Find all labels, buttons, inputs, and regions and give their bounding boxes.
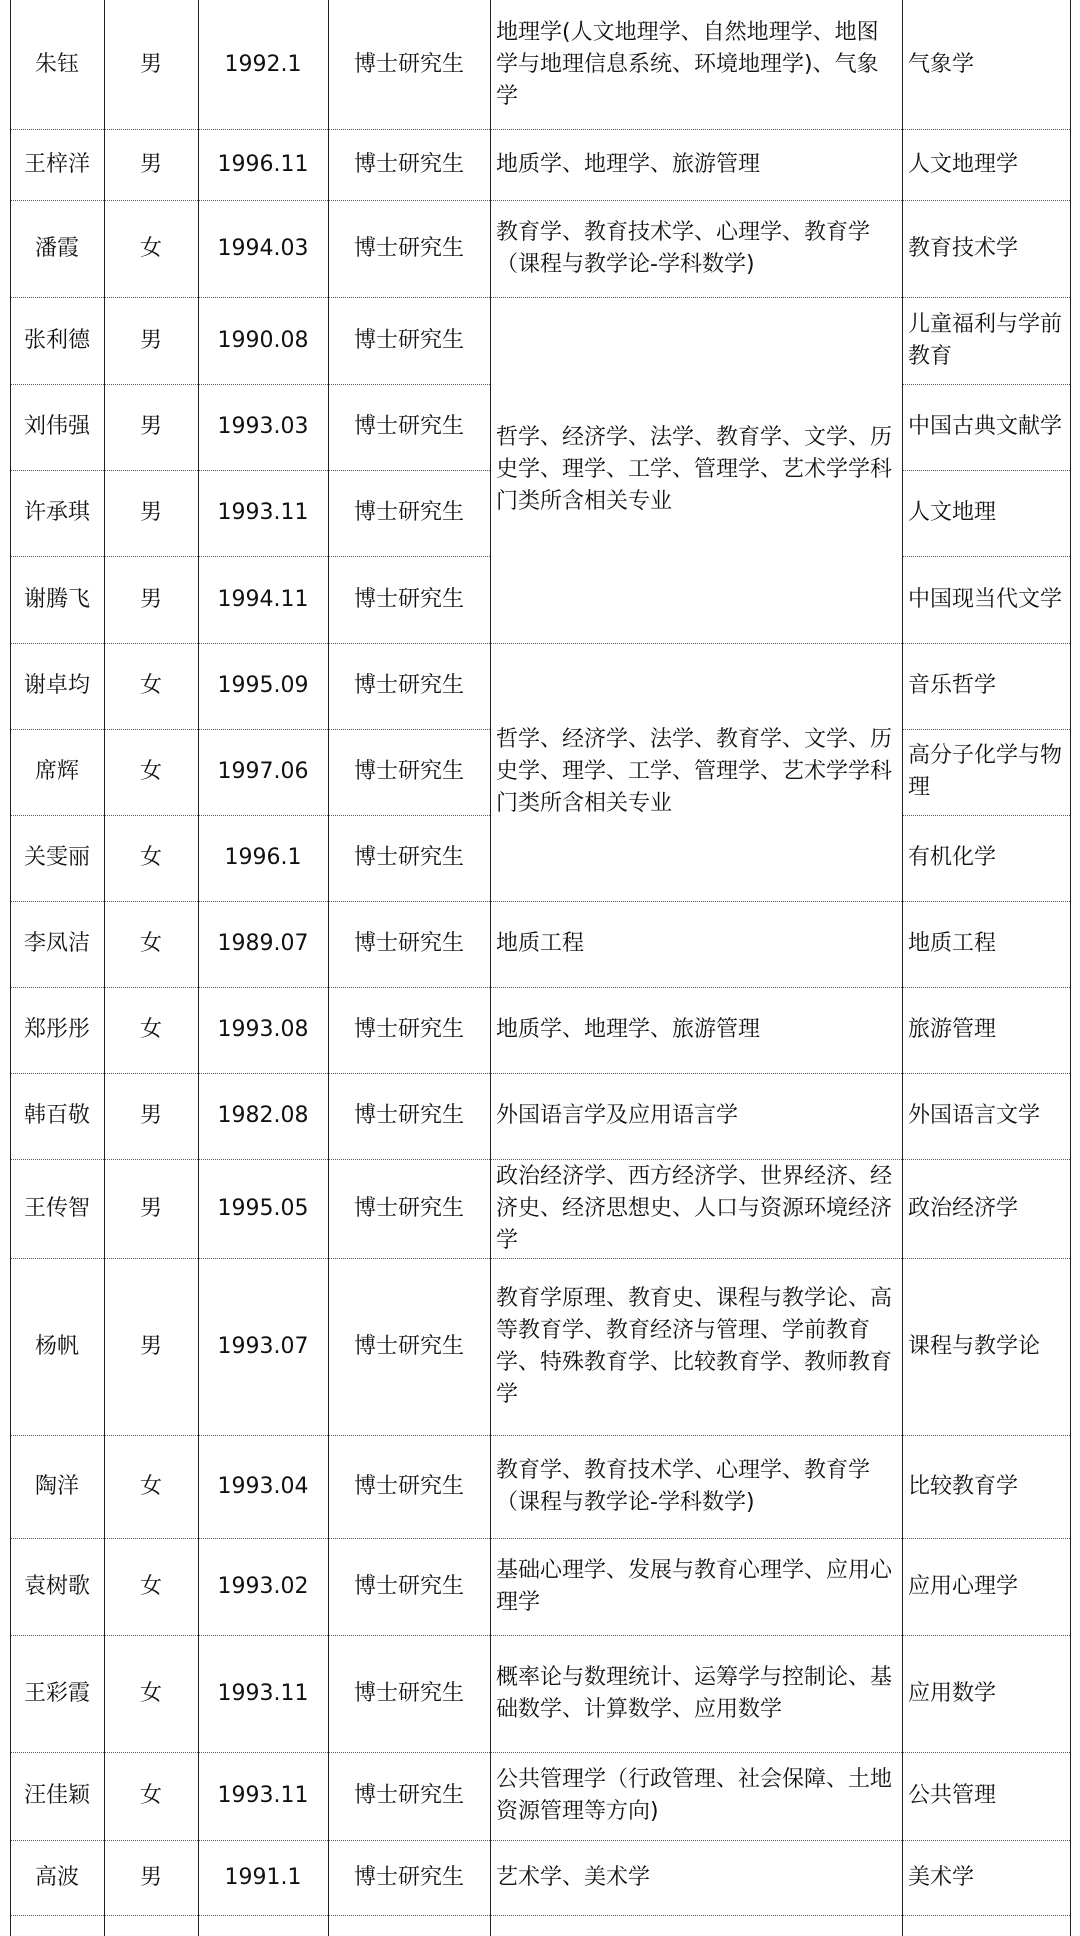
major-cell: 艺术学、美术学 xyxy=(496,1864,651,1890)
specialty-cell: 高分子化学与物理 xyxy=(908,743,1063,800)
gender-cell: 男 xyxy=(139,51,162,77)
degree-cell: 博士研究生 xyxy=(353,1783,464,1808)
gender-cell: 女 xyxy=(139,673,162,698)
degree-cell: 博士研究生 xyxy=(353,1017,464,1042)
merged-major-cell: 哲学、经济学、法学、教育学、文学、历史学、理学、工学、管理学、艺术学学科门类所含相关专业 xyxy=(496,425,893,514)
gender-cell: 女 xyxy=(139,845,162,870)
major-cell: 教育学原理、教育史、课程与教学论、高等教育学、教育经济与管理、学前教育学、特殊教育学、比较教育学、教师教育学 xyxy=(496,1285,893,1407)
degree-cell: 博士研究生 xyxy=(353,673,464,698)
specialty-cell: 有机化学 xyxy=(908,845,997,870)
major-cell: 地理学(人文地理学、自然地理学、地图学与地理信息系统、环境地理学)、气象学 xyxy=(496,19,879,109)
row-divider xyxy=(10,1840,1070,1841)
specialty-cell: 应用心理学 xyxy=(908,1573,1019,1599)
major-cell: 概率论与数理统计、运筹学与控制论、基础数学、计算数学、应用数学 xyxy=(496,1664,893,1722)
column-divider xyxy=(1070,0,1071,1936)
row-divider xyxy=(10,1258,1070,1259)
specialty-cell: 儿童福利与学前教育 xyxy=(908,311,1063,369)
row-divider xyxy=(10,1635,1070,1636)
gender-cell: 女 xyxy=(139,759,162,784)
major-cell: 基础心理学、发展与教育心理学、应用心理学 xyxy=(496,1557,893,1615)
specialty-cell: 政治经济学 xyxy=(908,1195,1019,1221)
degree-cell: 博士研究生 xyxy=(353,1680,464,1706)
major-cell: 公共管理学（行政管理、社会保障、土地资源管理等方向) xyxy=(496,1767,893,1824)
gender-cell: 男 xyxy=(139,151,162,177)
birth-cell: 1993.02 xyxy=(217,1573,309,1599)
name-cell: 关雯丽 xyxy=(23,845,90,870)
specialty-cell: 人文地理学 xyxy=(908,151,1019,177)
row-divider xyxy=(10,200,1070,201)
specialty-cell: 教育技术学 xyxy=(908,235,1019,261)
row-divider xyxy=(902,815,1070,816)
degree-cell: 博士研究生 xyxy=(353,1473,464,1499)
row-divider xyxy=(10,1752,1070,1753)
row-divider xyxy=(10,1538,1070,1539)
name-cell: 杨帆 xyxy=(34,1333,79,1359)
birth-cell: 1996.11 xyxy=(217,151,309,177)
gender-cell: 男 xyxy=(139,500,162,525)
degree-cell: 博士研究生 xyxy=(353,1864,464,1890)
specialty-cell: 美术学 xyxy=(908,1864,975,1890)
degree-cell: 博士研究生 xyxy=(353,235,464,261)
degree-cell: 博士研究生 xyxy=(353,759,464,784)
row-divider xyxy=(10,470,490,471)
gender-cell: 女 xyxy=(139,1473,162,1499)
specialty-cell: 课程与教学论 xyxy=(908,1333,1041,1359)
birth-cell: 1995.05 xyxy=(217,1195,309,1221)
row-divider xyxy=(902,556,1070,557)
name-cell: 袁树歌 xyxy=(23,1573,90,1599)
degree-cell: 博士研究生 xyxy=(353,500,464,525)
row-divider xyxy=(902,384,1070,385)
specialty-cell: 应用数学 xyxy=(908,1680,997,1706)
gender-cell: 男 xyxy=(139,1864,162,1890)
row-divider xyxy=(10,729,490,730)
row-divider xyxy=(10,556,490,557)
column-divider xyxy=(902,0,903,1936)
birth-cell: 1989.07 xyxy=(217,931,309,956)
major-cell: 教育学、教育技术学、心理学、教育学（课程与教学论-学科数学) xyxy=(496,219,871,277)
name-cell: 韩百敬 xyxy=(23,1103,90,1128)
specialty-cell: 旅游管理 xyxy=(908,1017,997,1042)
specialty-cell: 中国古典文献学 xyxy=(908,414,1063,439)
row-divider xyxy=(10,1915,1070,1916)
specialty-cell: 气象学 xyxy=(908,51,975,77)
name-cell: 刘伟强 xyxy=(23,414,90,439)
name-cell: 谢腾飞 xyxy=(23,586,90,612)
name-cell: 高波 xyxy=(34,1864,79,1890)
row-divider xyxy=(10,901,1070,902)
degree-cell: 博士研究生 xyxy=(353,327,464,353)
name-cell: 郑彤彤 xyxy=(23,1017,90,1042)
birth-cell: 1995.09 xyxy=(217,673,309,698)
column-divider xyxy=(104,0,105,1936)
name-cell: 张利德 xyxy=(23,327,90,353)
name-cell: 潘霞 xyxy=(34,235,79,261)
major-cell: 外国语言学及应用语言学 xyxy=(496,1103,739,1128)
degree-cell: 博士研究生 xyxy=(353,151,464,177)
birth-cell: 1993.08 xyxy=(217,1017,309,1042)
birth-cell: 1991.1 xyxy=(224,1864,302,1890)
row-divider xyxy=(10,987,1070,988)
specialty-cell: 比较教育学 xyxy=(908,1473,1019,1499)
row-divider xyxy=(10,643,1070,644)
degree-cell: 博士研究生 xyxy=(353,845,464,870)
merged-major-cell: 哲学、经济学、法学、教育学、文学、历史学、理学、工学、管理学、艺术学学科门类所含相关专业 xyxy=(496,727,893,816)
name-cell: 王梓洋 xyxy=(23,151,90,177)
birth-cell: 1994.03 xyxy=(217,235,309,261)
birth-cell: 1982.08 xyxy=(217,1103,309,1128)
name-cell: 席辉 xyxy=(34,759,79,784)
name-cell: 王传智 xyxy=(23,1195,90,1221)
degree-cell: 博士研究生 xyxy=(353,1333,464,1359)
name-cell: 谢卓均 xyxy=(23,673,90,698)
gender-cell: 男 xyxy=(139,414,162,439)
birth-cell: 1994.11 xyxy=(217,586,309,612)
name-cell: 王彩霞 xyxy=(23,1680,90,1706)
degree-cell: 博士研究生 xyxy=(353,1195,464,1221)
degree-cell: 博士研究生 xyxy=(353,931,464,956)
birth-cell: 1992.1 xyxy=(224,51,302,77)
row-divider xyxy=(902,729,1070,730)
major-cell: 政治经济学、西方经济学、世界经济、经济史、经济思想史、人口与资源环境经济学 xyxy=(496,1163,893,1253)
specialty-cell: 地质工程 xyxy=(908,931,997,956)
column-divider xyxy=(198,0,199,1936)
degree-cell: 博士研究生 xyxy=(353,414,464,439)
birth-cell: 1993.11 xyxy=(217,1680,309,1706)
row-divider xyxy=(10,1435,1070,1436)
gender-cell: 女 xyxy=(139,1017,162,1042)
column-divider xyxy=(490,0,491,1936)
row-divider xyxy=(902,470,1070,471)
gender-cell: 女 xyxy=(139,1573,162,1599)
row-divider xyxy=(10,1159,1070,1160)
row-divider xyxy=(10,815,490,816)
name-cell: 李凤洁 xyxy=(23,931,90,956)
birth-cell: 1993.11 xyxy=(217,500,309,525)
specialty-cell: 音乐哲学 xyxy=(908,673,997,698)
birth-cell: 1990.08 xyxy=(217,327,309,353)
major-cell: 地质工程 xyxy=(496,931,585,956)
degree-cell: 博士研究生 xyxy=(353,1573,464,1599)
birth-cell: 1993.07 xyxy=(217,1333,309,1359)
name-cell: 陶洋 xyxy=(34,1473,79,1499)
birth-cell: 1997.06 xyxy=(217,759,309,784)
column-divider xyxy=(328,0,329,1936)
row-divider xyxy=(10,297,1070,298)
gender-cell: 男 xyxy=(139,586,162,612)
gender-cell: 女 xyxy=(139,1783,162,1808)
gender-cell: 女 xyxy=(139,931,162,956)
specialty-cell: 中国现当代文学 xyxy=(908,586,1063,612)
specialty-cell: 公共管理 xyxy=(908,1783,997,1808)
birth-cell: 1993.04 xyxy=(217,1473,309,1499)
gender-cell: 女 xyxy=(139,1680,162,1706)
column-divider xyxy=(10,0,11,1936)
gender-cell: 男 xyxy=(139,1333,162,1359)
name-cell: 朱钰 xyxy=(34,51,79,77)
gender-cell: 男 xyxy=(139,327,162,353)
birth-cell: 1993.03 xyxy=(217,414,309,439)
row-divider xyxy=(10,1073,1070,1074)
gender-cell: 男 xyxy=(139,1103,162,1128)
gender-cell: 女 xyxy=(139,235,162,261)
birth-cell: 1993.11 xyxy=(217,1783,309,1808)
row-divider xyxy=(10,129,1070,130)
degree-cell: 博士研究生 xyxy=(353,51,464,77)
major-cell: 教育学、教育技术学、心理学、教育学（课程与教学论-学科数学) xyxy=(496,1457,871,1515)
degree-cell: 博士研究生 xyxy=(353,586,464,612)
row-divider xyxy=(10,384,490,385)
specialty-cell: 外国语言文学 xyxy=(908,1103,1041,1128)
name-cell: 汪佳颖 xyxy=(23,1783,90,1808)
gender-cell: 男 xyxy=(139,1195,162,1221)
degree-cell: 博士研究生 xyxy=(353,1103,464,1128)
major-cell: 地质学、地理学、旅游管理 xyxy=(496,1017,761,1042)
major-cell: 地质学、地理学、旅游管理 xyxy=(496,151,761,177)
name-cell: 许承琪 xyxy=(23,500,90,525)
specialty-cell: 人文地理 xyxy=(908,500,997,525)
birth-cell: 1996.1 xyxy=(224,845,302,870)
